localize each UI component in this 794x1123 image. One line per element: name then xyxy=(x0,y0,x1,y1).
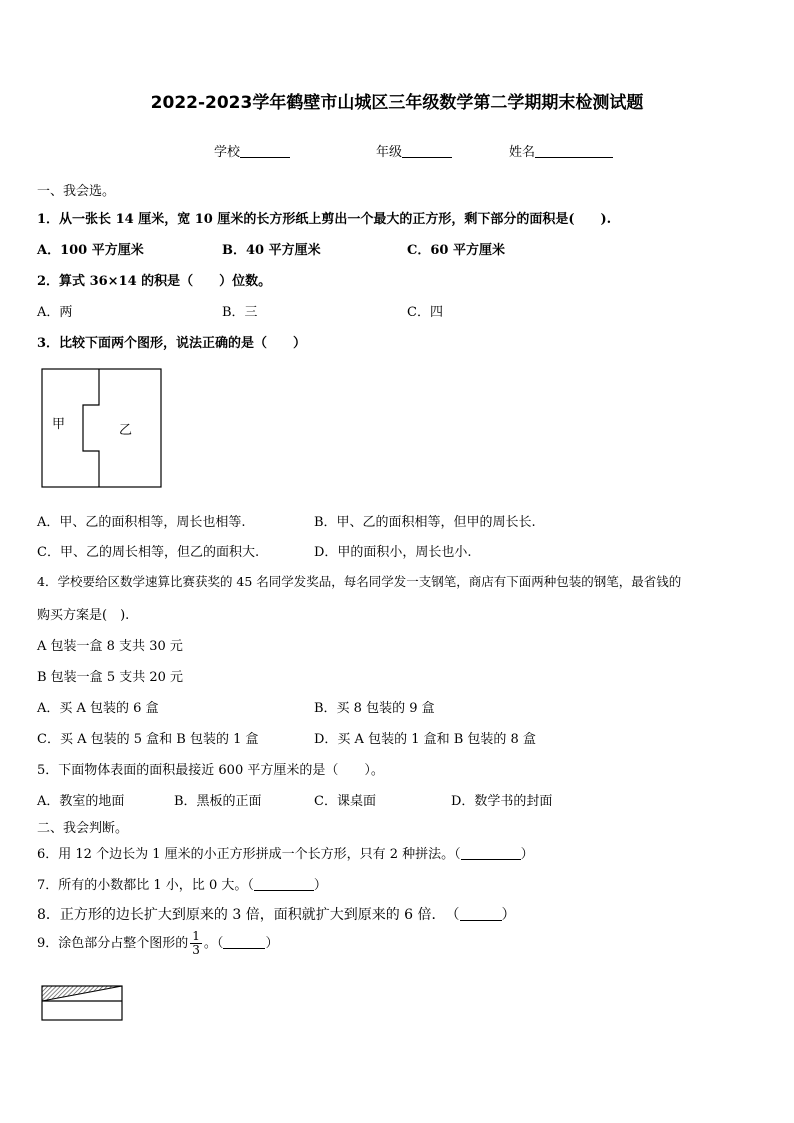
q7-close: ） xyxy=(313,878,327,893)
q4-option-d[interactable]: D．买 A 包装的 1 盒和 B 包装的 8 盒 xyxy=(314,732,536,747)
q4-pack-b: B 包装一盒 5 支共 20 元 xyxy=(37,670,184,685)
q3-label-yi: 乙 xyxy=(119,423,133,438)
question-2: 2．算式 36×14 的积是（ ）位数。 xyxy=(37,274,272,289)
name-field xyxy=(509,141,613,160)
q2-option-a[interactable]: A．两 xyxy=(37,305,73,320)
page-title: 2022-2023学年鹤壁市山城区三年级数学第二学期期末检测试题 xyxy=(150,93,644,113)
name-blank[interactable] xyxy=(535,143,613,158)
question-3: 3．比较下面两个图形，说法正确的是（ ） xyxy=(37,336,307,351)
grade-label: 年级 xyxy=(376,145,403,160)
q9-after: 。（ xyxy=(203,936,224,951)
q3-option-c[interactable]: C．甲、乙的周长相等，但乙的面积大. xyxy=(37,545,260,560)
q3-label-jia: 甲 xyxy=(52,417,66,432)
q7-text: 7．所有的小数都比 1 小，比 0 大。（ xyxy=(37,878,254,893)
question-7 xyxy=(37,874,327,893)
q8-answer-blank[interactable] xyxy=(460,907,502,921)
q4-option-b[interactable]: B．买 8 包装的 9 盒 xyxy=(314,701,435,716)
name-label: 姓名 xyxy=(509,145,536,160)
section-heading-choice: 一、我会选。 xyxy=(37,184,116,199)
q8-text: 8．正方形的边长扩大到原来的 3 倍，面积就扩大到原来的 6 倍． （ xyxy=(37,907,460,923)
question-6 xyxy=(37,843,534,862)
q5-option-c[interactable]: C．课桌面 xyxy=(314,794,376,809)
q4-option-a[interactable]: A．买 A 包装的 6 盒 xyxy=(37,701,159,716)
q6-answer-blank[interactable] xyxy=(461,846,521,860)
q1-option-c[interactable]: C．60 平方厘米 xyxy=(407,243,505,258)
q9-text: 9．涂色部分占整个图形的 xyxy=(37,936,189,951)
q3-option-b[interactable]: B．甲、乙的面积相等，但甲的周长长. xyxy=(314,515,536,530)
q1-option-a[interactable]: A．100 平方厘米 xyxy=(37,243,144,258)
school-blank[interactable] xyxy=(240,143,290,158)
grade-field xyxy=(376,141,452,160)
question-9 xyxy=(37,930,278,957)
question-1: 1．从一张长 14 厘米，宽 10 厘米的长方形纸上剪出一个最大的正方形，剩下部分的面积是( ). xyxy=(37,212,612,227)
question-4-line-1: 4．学校要给区数学速算比赛获奖的 45 名同学发奖品，每名同学发一支钢笔，商店有下面两种包装的钢笔，最省钱的 xyxy=(37,574,682,589)
q7-answer-blank[interactable] xyxy=(254,877,314,891)
question-5: 5．下面物体表面的面积最接近 600 平方厘米的是（ ）。 xyxy=(37,763,384,778)
q5-option-a[interactable]: A．教室的地面 xyxy=(37,794,125,809)
q9-fraction-denominator: 3 xyxy=(192,943,200,957)
q5-option-d[interactable]: D．数学书的封面 xyxy=(451,794,553,809)
q9-fraction-numerator: 1 xyxy=(192,929,200,943)
q9-close: ） xyxy=(265,936,279,951)
q2-option-b[interactable]: B．三 xyxy=(222,305,258,320)
school-label: 学校 xyxy=(214,145,241,160)
school-field xyxy=(214,141,290,160)
q9-figure xyxy=(41,984,125,1022)
q3-figure xyxy=(41,368,163,490)
q5-option-b[interactable]: B．黑板的正面 xyxy=(174,794,262,809)
question-8 xyxy=(37,904,516,924)
q9-fraction xyxy=(190,930,202,957)
q2-option-c[interactable]: C．四 xyxy=(407,305,443,320)
grade-blank[interactable] xyxy=(402,143,452,158)
q3-option-a[interactable]: A．甲、乙的面积相等，周长也相等. xyxy=(37,515,246,530)
q4-option-c[interactable]: C．买 A 包装的 5 盒和 B 包装的 1 盒 xyxy=(37,732,259,747)
question-4-line-2: 购买方案是( ). xyxy=(37,608,130,623)
q8-close: ） xyxy=(501,907,516,923)
q3-option-d[interactable]: D．甲的面积小，周长也小. xyxy=(314,545,472,560)
q1-option-b[interactable]: B．40 平方厘米 xyxy=(222,243,321,258)
q6-close: ） xyxy=(520,847,534,862)
q9-answer-blank[interactable] xyxy=(223,935,265,949)
section-heading-judge: 二、我会判断。 xyxy=(37,821,129,836)
q4-pack-a: A 包装一盒 8 支共 30 元 xyxy=(37,639,183,654)
q3-figure-divider xyxy=(83,369,99,487)
q6-text: 6．用 12 个边长为 1 厘米的小正方形拼成一个长方形，只有 2 种拼法。（ xyxy=(37,847,461,862)
